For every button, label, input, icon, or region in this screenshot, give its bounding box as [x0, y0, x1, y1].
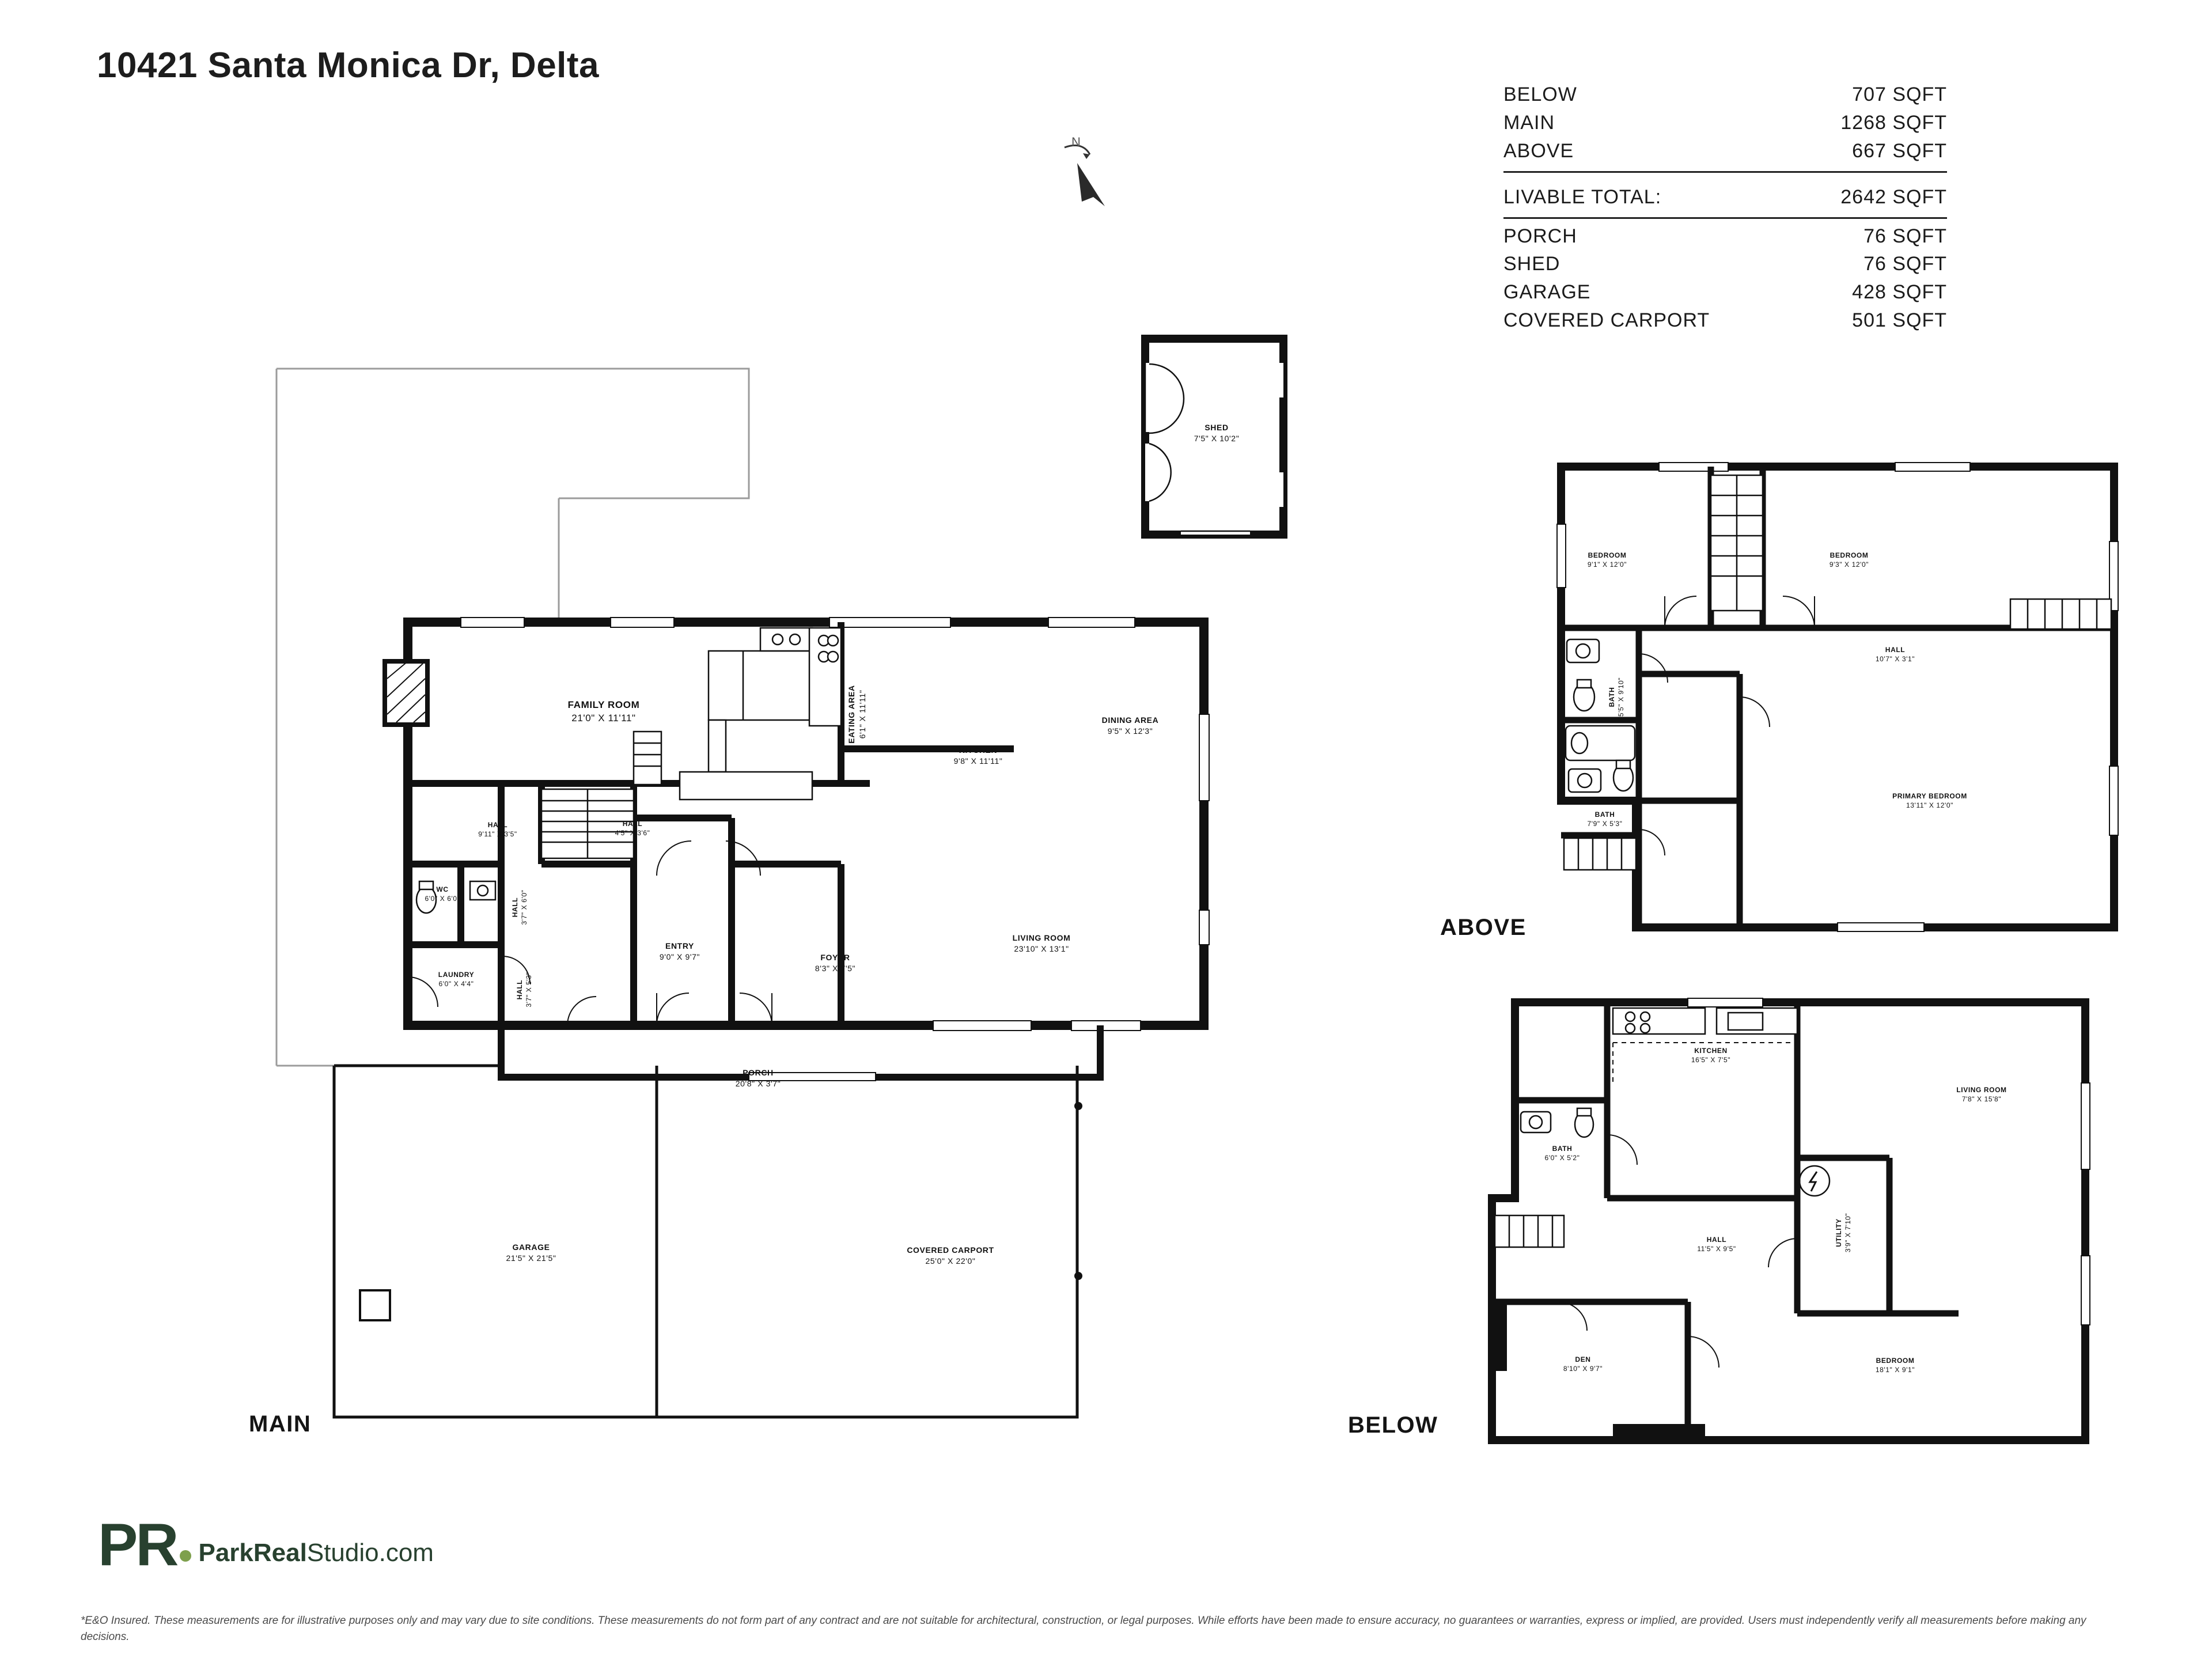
room-name: HALL	[1706, 1235, 1727, 1244]
area-value: 2642 SQFT	[1840, 185, 1947, 208]
room-dim: 6'0" X 5'2"	[1544, 1154, 1580, 1162]
room-name: PORCH	[743, 1068, 774, 1078]
room-name: HALL	[1885, 645, 1906, 654]
area-label: MAIN	[1503, 111, 1555, 134]
area-row-above	[1503, 137, 1947, 165]
room-name: BATH	[1607, 687, 1616, 707]
room-dim: 21'5" X 21'5"	[506, 1253, 556, 1263]
room-name: WC	[436, 885, 449, 893]
area-label: ABOVE	[1503, 139, 1574, 162]
room-name: HALL	[622, 819, 643, 828]
room-dim: 9'0" X 9'7"	[659, 952, 700, 961]
room-dim: 21'0" X 11'11"	[571, 713, 636, 724]
room-dim: 10'7" X 3'1"	[1875, 655, 1915, 663]
compass-north-label: N	[1071, 135, 1081, 149]
room-name: BATH	[1552, 1144, 1573, 1153]
room-name: LIVING ROOM	[1956, 1085, 2007, 1094]
room-name: LAUNDRY	[438, 970, 475, 979]
room-dim: 9'3" X 12'0"	[1829, 560, 1869, 569]
room-name: FAMILY ROOM	[567, 699, 640, 711]
logo-dot-icon	[180, 1550, 191, 1562]
area-value: 707 SQFT	[1852, 84, 1947, 105]
room-dim: 3'9" X 7'10"	[1844, 1213, 1852, 1253]
room-dim: 3'7" X 5'3"	[525, 972, 533, 1007]
logo-wordmark-bold: ParkReal	[198, 1539, 307, 1567]
room-name: ENTRY	[665, 941, 694, 951]
plan-main-floor	[253, 346, 1325, 1440]
room-dim: 9'1" X 12'0"	[1587, 560, 1627, 569]
room-name: KITCHEN	[959, 745, 998, 755]
plan-below-floor	[1440, 991, 2154, 1452]
room-name: DINING AREA	[1101, 715, 1159, 725]
room-name: UTILITY	[1834, 1218, 1843, 1247]
area-label: LIVABLE TOTAL:	[1503, 185, 1662, 208]
disclaimer-text: *E&O Insured. These measurements are for illustrative purposes only and may vary due to site conditions. These measurements do not form part of any contract and are not suitable for architectural, construction, or legal purposes. While efforts have been made to ensure accuracy, no guarantees or warranties, express or implied, are provided. Users must independently verify all measurements before making any decisions.	[81, 1615, 2086, 1643]
room-dim: 3'7" X 6'0"	[520, 889, 528, 925]
room-name: COVERED CARPORT	[907, 1245, 994, 1255]
room-dim: 8'10" X 9'7"	[1563, 1365, 1603, 1373]
divider	[1503, 171, 1947, 173]
room-dim: 6'0" X 6'0"	[425, 895, 460, 903]
area-label: GARAGE	[1503, 281, 1591, 304]
room-dim: 7'9" X 5'3"	[1587, 820, 1623, 828]
brand-logo[interactable]	[98, 1512, 434, 1578]
room-dim: 4'5" X 3'6"	[615, 829, 650, 837]
room-dim: 7'8" X 15'8"	[1961, 1095, 2002, 1103]
room-dim: 5'5" X 9'10"	[1617, 677, 1625, 717]
divider	[1503, 217, 1947, 219]
area-label: BELOW	[1503, 84, 1577, 105]
room-dim: 18'1" X 9'1"	[1875, 1366, 1915, 1374]
room-name: FOYER	[820, 953, 850, 963]
area-row-total	[1503, 176, 1947, 211]
area-value: 76 SQFT	[1863, 225, 1947, 247]
area-row-porch	[1503, 222, 1947, 251]
room-name: BEDROOM	[1876, 1356, 1915, 1365]
floor-label-below: BELOW	[1348, 1412, 1438, 1438]
room-dim: 9'11" X 3'5"	[478, 830, 517, 838]
floor-label-above: ABOVE	[1440, 915, 1527, 940]
area-label: SHED	[1503, 253, 1560, 275]
area-value: 501 SQFT	[1852, 309, 1947, 332]
area-label: COVERED CARPORT	[1503, 309, 1710, 332]
area-row-garage	[1503, 278, 1947, 306]
room-dim: 20'8" X 3'7"	[735, 1079, 781, 1088]
plan-above-floor	[1492, 455, 2137, 950]
room-name: HALL	[487, 820, 508, 829]
area-row-below	[1503, 81, 1947, 109]
room-name: PRIMARY BEDROOM	[1892, 791, 1967, 800]
room-name: LIVING ROOM	[1012, 933, 1071, 943]
room-dim: 13'11" X 12'0"	[1906, 801, 1953, 809]
area-row-main	[1503, 109, 1947, 137]
area-value: 667 SQFT	[1852, 139, 1947, 162]
room-dim: 6'0" X 4'4"	[438, 980, 474, 988]
room-name: DEN	[1575, 1355, 1591, 1363]
room-dim: 25'0" X 22'0"	[925, 1256, 976, 1266]
floor-label-main: MAIN	[249, 1411, 312, 1437]
room-name: HALL	[515, 979, 524, 1000]
area-value: 1268 SQFT	[1840, 111, 1947, 134]
room-name: BEDROOM	[1830, 551, 1869, 559]
room-dim: 23'10" X 13'1"	[1014, 944, 1069, 953]
area-value: 76 SQFT	[1863, 253, 1947, 275]
room-dim: 9'8" X 11'11"	[953, 756, 1003, 766]
room-dim: 7'5" X 10'2"	[1194, 434, 1240, 443]
area-row-carport	[1503, 306, 1947, 335]
area-label: PORCH	[1503, 225, 1577, 247]
room-name: KITCHEN	[1694, 1046, 1728, 1055]
area-row-shed	[1503, 250, 1947, 278]
logo-mark: PR	[98, 1512, 177, 1578]
room-name: BATH	[1594, 810, 1615, 819]
area-summary	[1503, 81, 1947, 335]
logo-wordmark-light: Studio.com	[306, 1539, 434, 1567]
room-dim: 16'5" X 7'5"	[1691, 1056, 1731, 1064]
room-name: HALL	[510, 897, 519, 918]
room-name: EATING AREA	[847, 685, 857, 744]
room-name: GARAGE	[512, 1243, 550, 1252]
page-title: 10421 Santa Monica Dr, Delta	[97, 46, 600, 85]
room-name: SHED	[1205, 423, 1229, 433]
room-dim: 11'5" X 9'5"	[1697, 1245, 1736, 1253]
room-name: BEDROOM	[1588, 551, 1627, 559]
compass-north-icon	[1060, 137, 1135, 218]
logo-wordmark	[198, 1539, 433, 1567]
room-dim: 8'3" X 7'5"	[815, 964, 856, 973]
room-dim: 6'1" X 11'11"	[858, 690, 867, 739]
area-value: 428 SQFT	[1852, 281, 1947, 304]
room-dim: 9'5" X 12'3"	[1107, 726, 1153, 736]
